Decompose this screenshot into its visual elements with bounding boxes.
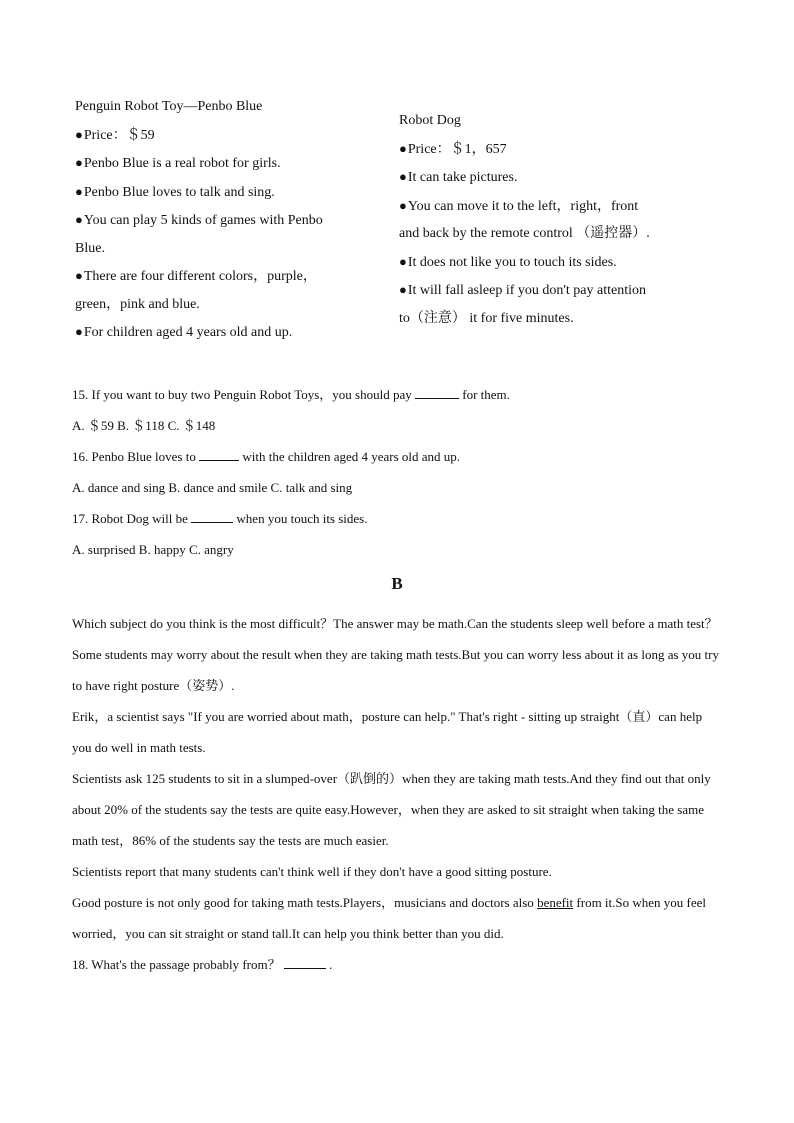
questions-section <box>72 379 732 565</box>
penguin-fact-games: ●You can play 5 kinds of games with Penbo <box>75 212 323 228</box>
passage-paragraph-2: Erik，a scientist says "If you are worried about math，posture can help." That's right - sitting up straight（直）can help you do well in math tests. <box>72 709 703 755</box>
bullet-icon: ● <box>399 253 407 269</box>
robot-dog-fact-move-cont: and back by the remote control （遥控器）. <box>399 226 650 241</box>
question-18: 18. What's the passage probably from？ . <box>72 957 333 972</box>
question-15: 15. If you want to buy two Penguin Robot Toys，you should pay for them. <box>72 387 510 402</box>
bullet-icon: ● <box>75 183 83 199</box>
bullet-icon: ● <box>399 282 407 297</box>
penguin-fact-colors: ●There are four different colors，purple， <box>75 268 317 284</box>
answer-blank[interactable] <box>191 510 233 523</box>
penguin-price: ●Price：＄59 <box>75 126 155 143</box>
penguin-ad <box>75 93 367 347</box>
passage-b <box>72 608 724 980</box>
question-16-options: A. dance and sing B. dance and smile C. talk and sing <box>72 480 353 495</box>
passage-paragraph-4: Scientists report that many students can't think well if they don't have a good sitting posture. <box>72 864 552 879</box>
penguin-fact-games-cont: Blue. <box>75 240 105 256</box>
bullet-icon: ● <box>75 324 83 339</box>
question-17-options: A. surprised B. happy C. angry <box>72 542 234 557</box>
robot-dog-fact-move: ●You can move it to the left，right，front <box>399 197 639 214</box>
bullet-icon: ● <box>75 268 83 283</box>
bullet-icon: ● <box>399 169 407 184</box>
question-17: 17. Robot Dog will be when you touch its sides. <box>72 511 368 526</box>
bullet-icon: ● <box>75 155 83 170</box>
penguin-fact-colors-cont: green，pink and blue. <box>75 296 200 312</box>
answer-blank[interactable] <box>199 448 239 461</box>
passage-paragraph-1: Which subject do you think is the most difficult？The answer may be math.Can the students sleep well before a math test？Some students may worry about the result when they are taking math tests.But you can worry less about it as long as you try to have right posture（姿势）. <box>72 616 719 693</box>
robot-dog-fact-sides: ●It does not like you to touch its sides. <box>399 253 617 270</box>
penguin-fact-age: ●For children aged 4 years old and up. <box>75 324 293 340</box>
penguin-fact-talk: ●Penbo Blue loves to talk and sing. <box>75 183 275 200</box>
passage-paragraph-5: Good posture is not only good for taking math tests.Players，musicians and doctors also benefit from it.So when you feel worried，you can sit straight or stand tall.It can help you think better than you did. <box>72 895 707 941</box>
robot-dog-fact-asleep-cont: to（注意） it for five minutes. <box>399 310 574 326</box>
answer-blank[interactable] <box>415 386 459 399</box>
bullet-icon: ● <box>75 126 83 142</box>
robot-dog-price: ●Price：＄1，657 <box>399 140 507 157</box>
penguin-ad-title: Penguin Robot Toy—Penbo Blue <box>75 99 263 114</box>
passage-paragraph-3: Scientists ask 125 students to sit in a slumped-over（趴倒的）when they are taking math tests.And they find out that only about 20% of the students say the tests are quite easy.However，when they are asked to sit straight when taking the same math test，86% of the students say the tests are much easier. <box>72 771 711 848</box>
robot-dog-fact-pictures: ●It can take pictures. <box>399 169 518 185</box>
bullet-icon: ● <box>399 140 407 156</box>
section-title: B <box>391 574 403 593</box>
answer-blank[interactable] <box>284 956 326 969</box>
bullet-icon: ● <box>399 197 407 213</box>
robot-dog-title: Robot Dog <box>399 113 461 128</box>
underlined-word: benefit <box>537 895 574 910</box>
question-16: 16. Penbo Blue loves to with the children aged 4 years old and up. <box>72 449 461 464</box>
bullet-icon: ● <box>75 212 83 227</box>
question-15-options: A. ＄59 B. ＄118 C. ＄148 <box>72 418 216 433</box>
robot-dog-ad <box>399 107 699 332</box>
penguin-fact-girls: ●Penbo Blue is a real robot for girls. <box>75 155 281 171</box>
robot-dog-fact-asleep: ●It will fall asleep if you don't pay attention <box>399 282 646 298</box>
